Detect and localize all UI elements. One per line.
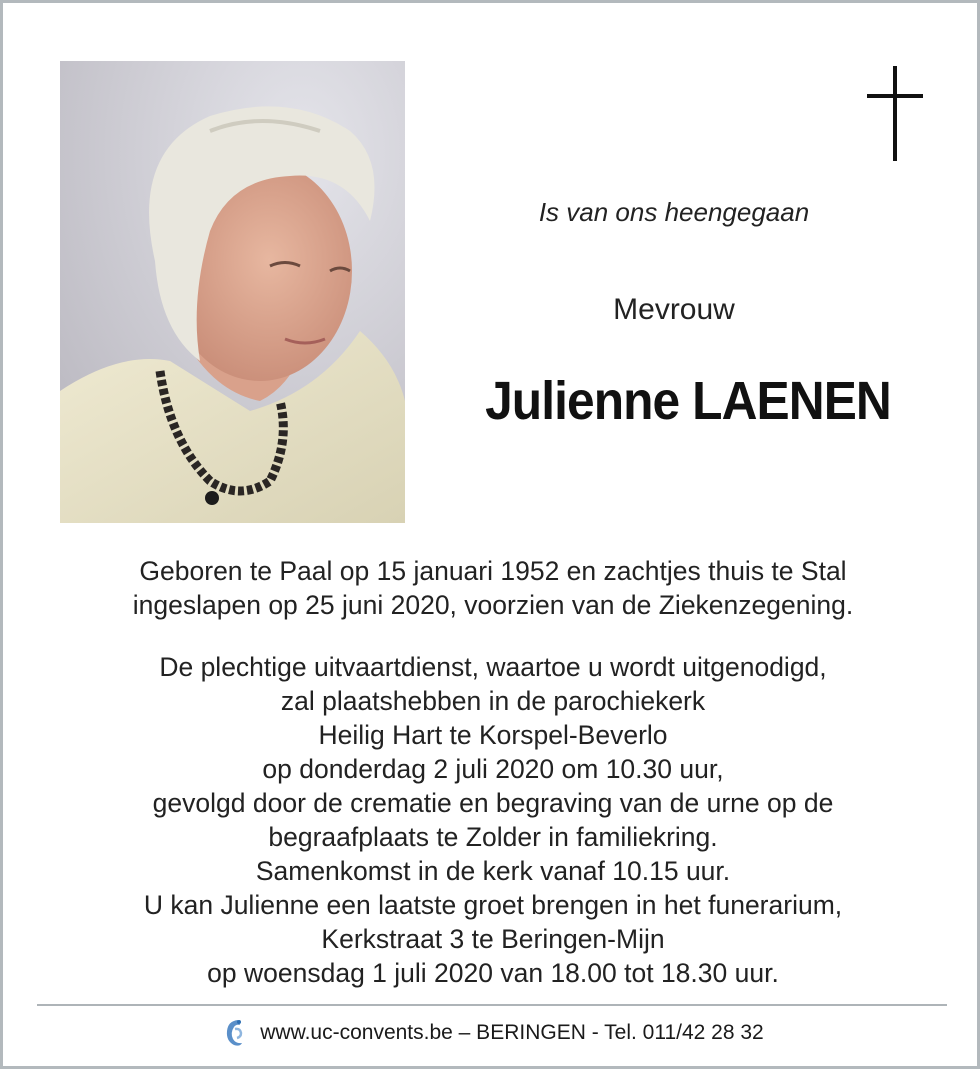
- footer: [3, 1015, 980, 1051]
- honorific: Mevrouw: [613, 293, 735, 326]
- service-line: Kerkstraat 3 te Beringen-Mijn: [321, 924, 665, 954]
- portrait-photo: [60, 61, 405, 523]
- birth-line: Geboren te Paal op 15 januari 1952 en zachtjes thuis te Stal: [139, 556, 847, 586]
- service-line: op donderdag 2 juli 2020 om 10.30 uur,: [262, 754, 724, 784]
- service-line: Heilig Hart te Korspel-Beverlo: [318, 720, 668, 750]
- birth-line: ingeslapen op 25 juni 2020, voorzien van de Ziekenzegening.: [132, 590, 854, 620]
- service-paragraph: [23, 650, 963, 990]
- footer-contact: www.uc-convents.be – BERINGEN - Tel. 011/42 28 32: [260, 1021, 764, 1044]
- portrait-illustration: [60, 61, 405, 523]
- deceased-name: Julienne LAENEN: [485, 371, 891, 431]
- intro-text: Is van ons heengegaan: [538, 197, 810, 227]
- service-line: U kan Julienne een laatste groet brengen in het funerarium,: [143, 890, 843, 920]
- service-line: Samenkomst in de kerk vanaf 10.15 uur.: [255, 856, 731, 886]
- footer-divider: [37, 1004, 947, 1006]
- uc-convents-logo-icon: [222, 1017, 246, 1049]
- cross-icon: [867, 66, 923, 161]
- service-line: begraafplaats te Zolder in familiekring.: [268, 822, 718, 852]
- birth-paragraph: [23, 554, 963, 622]
- service-line: op woensdag 1 juli 2020 van 18.00 tot 18.30 uur.: [207, 958, 779, 988]
- service-line: zal plaatshebben in de parochiekerk: [280, 686, 706, 716]
- service-line: De plechtige uitvaartdienst, waartoe u wordt uitgenodigd,: [159, 652, 827, 682]
- service-line: gevolgd door de crematie en begraving van de urne op de: [152, 788, 834, 818]
